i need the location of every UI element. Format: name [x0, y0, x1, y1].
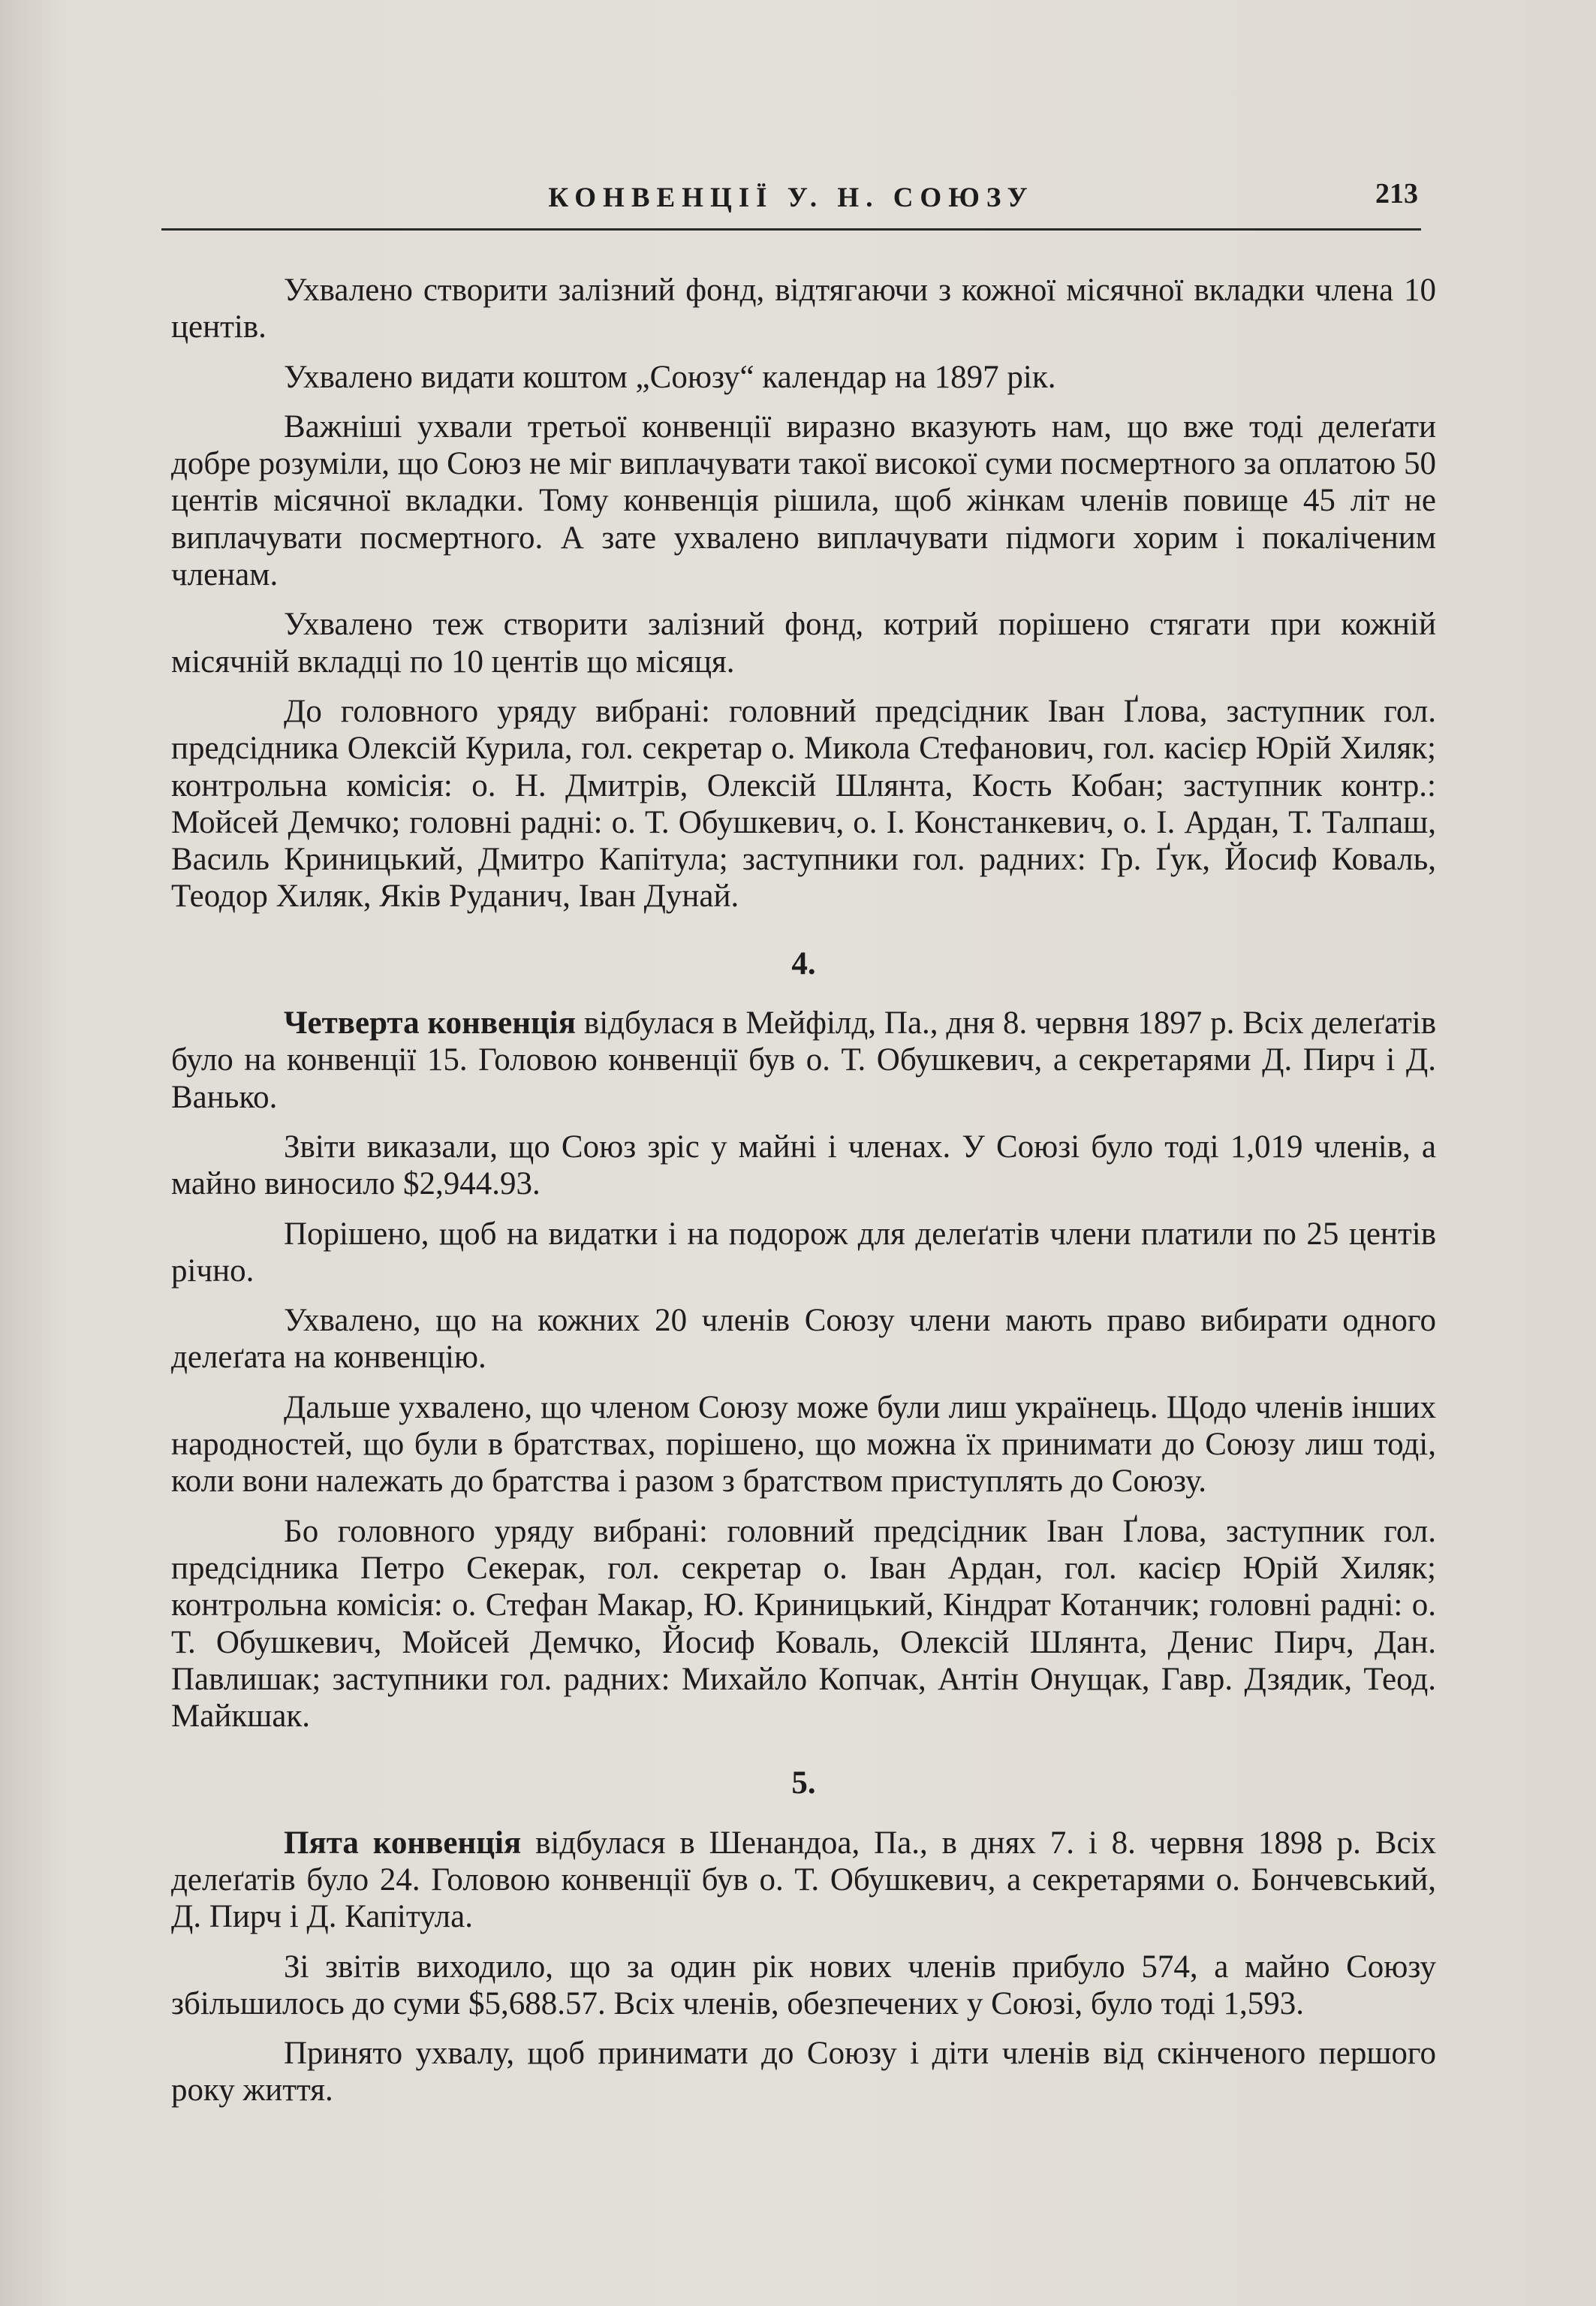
running-title: КОНВЕНЦІЇ У. Н. СОЮЗУ [548, 182, 1034, 213]
section-lead: Пята конвенція [284, 1825, 522, 1861]
page-header [161, 174, 1421, 231]
section-number: 5. [791, 1765, 816, 1801]
paragraph: Важніші ухвали третьої конвенції виразно вказують нам, що вже тоді делеґати добре розуміли, що Союз не міг виплачувати такої високої суми посмертного за оплатою 50 центів місячної вкладки. Тому конвенція рішила, щоб жінкам членів повище 45 літ не виплачувати посмертного. А зате ухвалено виплачувати підмоги хорим і покаліченим членам. [171, 408, 1436, 593]
section-intro-text: відбулася в Шенандоа, Па., в днях 7. і 8. червня 1898 р. Всіх делеґатів було 24. Головою конвенції був о. Т. Обушкевич, а секретарями о. Бончевський, Д. Пирч і Д. Капітула. [171, 1825, 1436, 1935]
paragraph: Ухвалено створити залізний фонд, відтягаючи з кожної місячної вкладки члена 10 центів. [171, 273, 1436, 345]
paragraph: Порішено, щоб на видатки і на подорож для делеґатів члени платили по 25 центів річно. [171, 1216, 1436, 1289]
section-lead: Четверта конвенція [284, 1005, 577, 1041]
paragraph: Зі звітів виходило, що за один рік нових членів прибуло 574, а майно Союзу збільшилось до суми $5,688.57. Всіх членів, обезпечених у Союзі, було тоді 1,593. [171, 1949, 1436, 2021]
paragraph: Ухвалено видати коштом „Союзу“ календар на 1897 рік. [284, 359, 1056, 395]
section-intro-paragraph [171, 1005, 1436, 1116]
paragraph: Ухвалено, що на кожних 20 членів Союзу члени мають право вибирати одного делеґата на конвенцію. [171, 1303, 1436, 1376]
paragraph: Принято ухвалу, щоб принимати до Союзу і діти членів від скінченого першого року життя. [171, 2036, 1436, 2109]
section-number: 4. [791, 945, 816, 981]
page-body [171, 272, 1436, 2122]
section-intro-text: відбулася в Мейфілд, Па., дня 8. червня 1897 р. Всіх делеґатів було на конвенції 15. Головою конвенції був о. Т. Обушкевич, а секретарями Д. Пирч і Д. Ванько. [171, 1005, 1437, 1115]
paragraph: Бо головного уряду вибрані: головний предсідник Іван Ґлова, заступник гол. предсідника Петро Секерак, гол. секретар о. Іван Ардан, гол. касієр Юрій Хиляк; контрольна комісія: о. Стефан Макар, Ю. Криницький, Кіндрат Котанчик; головні радні: о. Т. Обушкевич, Мойсей Демчко, Йосиф Коваль, Олексій Шлянта, Денис Пирч, Дан. Павлишак; заступники гол. радних: Михайло Копчак, Антін Онущак, Гавр. Дзядик, Теод. Майкшак. [171, 1513, 1436, 1735]
paragraph: Звіти виказали, що Союз зріс у майні і членах. У Союзі було тоді 1,019 членів, а майно виносило $2,944.93. [171, 1129, 1436, 1202]
page-number: 213 [1375, 178, 1418, 209]
paragraph: Ухвалено теж створити залізний фонд, котрий порішено стягати при кожній місячній вкладці по 10 центів що місяця. [171, 607, 1436, 680]
paragraph: Дальше ухвалено, що членом Союзу може були лиш українець. Щодо членів інших народностей, що були в братствах, порішено, що можна їх принимати до Союзу лиш тоді, коли вони належать до братства і разом з братством приступлять до Союзу. [171, 1389, 1436, 1500]
paragraph: До головного уряду вибрані: головний предсідник Іван Ґлова, заступник гол. предсідника Олексій Курила, гол. секретар о. Микола Стефанович, гол. касієр Юрій Хиляк; контрольна комісія: о. Н. Дмитрів, Олексій Шлянта, Кость Кобан; заступник контр.: Мойсей Демчко; головні радні: о. Т. Обушкевич, о. І. Констанкевич, о. І. Ардан, Т. Талпаш, Василь Криницький, Дмитро Капітула; заступники гол. радних: Гр. Ґук, Йосиф Коваль, Теодор Хиляк, Яків Руданич, Іван Дунай. [171, 693, 1436, 915]
section-intro-paragraph [171, 1825, 1436, 1936]
